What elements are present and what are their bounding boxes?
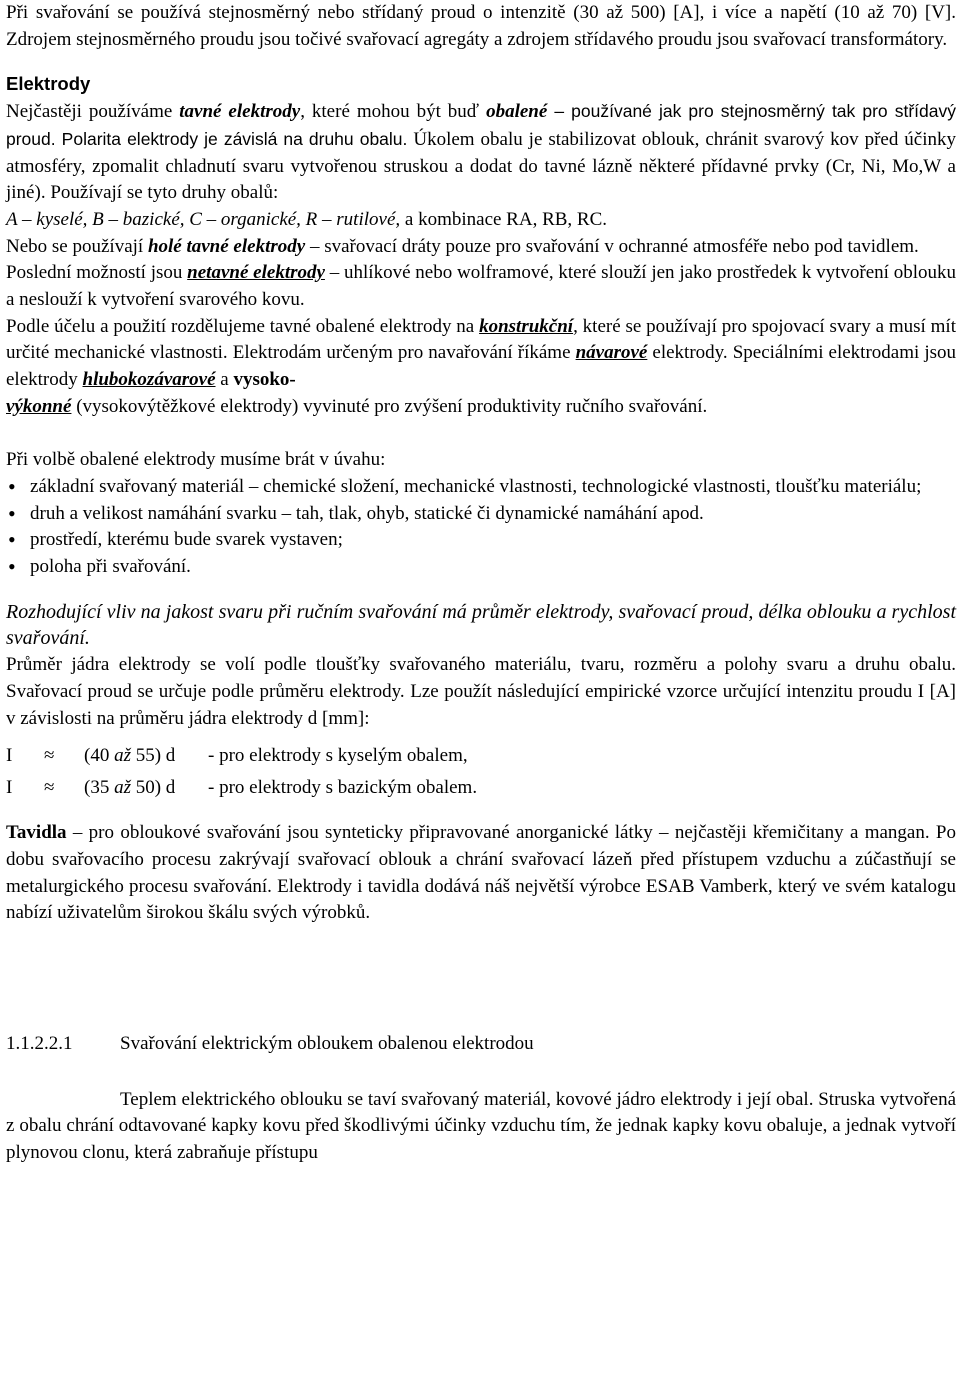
formula-symbol: I xyxy=(6,776,13,798)
electrodes-paragraph-3 xyxy=(6,260,956,313)
current-paragraph: Průměr jádra elektrody se volí podle tloušťky svařovaného materiálu, tvaru, rozměru a polohy svaru a druhu obalu. Svařovací proud se určuje podle průměru elektrody. Lze použít následující empirické vzorce určující intenzitu proudu I [A] v závislosti na průměru jádra elektrody d [mm]: xyxy=(6,654,956,729)
approx-sign: ≈ xyxy=(44,744,55,766)
text-run: Úkolem obalu je stabilizovat oblouk, chránit svarový kov před účinky atmosféry, zpomalit chladnutí svaru vytvořenou struskou a dodat do tavné lázně některé přídavné prvky (Cr, Ni, Mo,W a jiné). Používají se tyto druhy obalů: xyxy=(6,128,957,204)
formula-row xyxy=(6,772,956,804)
term-hlubokozavarove: hlubokozávarové xyxy=(82,369,216,391)
section-paragraph: Teplem elektrického oblouku se taví svařovaný materiál, kovové jádro elektrody i její obal. Struska vytvořená z obalu chrání odtavované kapky kovu před škodlivými účinky vzduchu tím, že jednak kapky kovu obaluje, a jednak vytvoří plynovou clonu, která zabraňuje přístupu xyxy=(6,1088,956,1164)
approx-sign: ≈ xyxy=(44,776,55,798)
formula-row xyxy=(6,740,956,772)
section-number: 1.1.2.2.1 xyxy=(6,1033,73,1055)
section-title: Svařování elektrickým obloukem obalenou elektrodou xyxy=(120,1033,534,1055)
text-run: – uhlíkové nebo wolframové, které slouží jen jako prostředek k vytvoření oblouku a neslouží k vytvoření svarového kovu. xyxy=(6,262,956,311)
decisive-factors-note xyxy=(6,599,956,652)
list-item: • základní svařovaný materiál – chemické složení, mechanické vlastnosti, technologické vlastnosti, tloušťku materiálu; xyxy=(6,474,956,501)
spacer xyxy=(6,732,956,740)
text-run: , které mohou být buď xyxy=(300,101,487,123)
selection-intro: Při volbě obalené elektrody musíme brát v úvahu: xyxy=(6,449,386,471)
electrodes-heading: Elektrody xyxy=(6,73,91,95)
text-run: Podle účelu a použití rozdělujeme tavné obalené elektrody na xyxy=(6,315,480,337)
list-item: • druh a velikost namáhání svarku – tah, tlak, ohyb, statické či dynamické namáhání apod. xyxy=(6,501,956,528)
text-run: elektrody. Speciálními elektrodami jsou elektrody xyxy=(6,342,956,391)
text-run: (40 xyxy=(84,744,115,766)
formula-value xyxy=(84,743,208,770)
spacer xyxy=(6,1058,956,1087)
term-konstrukcni: konstrukční xyxy=(479,315,574,337)
term-obalene: obalené xyxy=(486,101,548,123)
text-run: – svařovací dráty pouze pro svařování v ochranné atmosféře nebo pod tavidlem. xyxy=(305,235,919,257)
formula-description: - pro elektrody s bazickým obalem. xyxy=(208,776,478,798)
term-vysoko: vysoko- xyxy=(233,369,296,391)
decisive-factors-text: Rozhodující vliv na jakost svaru při ručním svařování má průměr elektrody, svařovací proud, délka oblouku a rychlost svařování. xyxy=(6,600,956,650)
formula-description: - pro elektrody s kyselým obalem, xyxy=(208,744,468,766)
text-run: až xyxy=(114,744,131,766)
term-tavne-elektrody: tavné elektrody xyxy=(179,101,301,123)
text-run: , které se používají pro spojovací svary a musí mít určité mechanické vlastnosti. Elektrodám určeným pro navařování říkáme xyxy=(6,315,956,364)
electrodes-paragraph-1 xyxy=(6,98,956,207)
list-item: • prostředí, kterému bude svarek vystaven; xyxy=(6,527,956,554)
electrodes-paragraph-4 xyxy=(6,314,956,421)
text-run: – používané jak pro stejnosměrný tak pro střídavý proud. Polarita elektrody je závislá na druhu obalu. xyxy=(6,101,956,149)
term-vykonne: výkonné xyxy=(6,395,72,417)
spacer xyxy=(6,581,956,599)
list-item: • poloha při svařování. xyxy=(6,554,956,581)
flux-paragraph xyxy=(6,820,956,927)
term-hole-tavne-elektrody: holé tavné elektrody xyxy=(147,235,306,257)
section-heading xyxy=(6,1031,956,1058)
formula-symbol: I xyxy=(6,744,13,766)
spacer xyxy=(6,804,956,820)
text-run: až xyxy=(114,776,131,798)
spacer xyxy=(6,53,956,71)
spacer xyxy=(6,421,956,448)
text-run: Nebo se používají xyxy=(6,235,148,257)
intro-paragraph: Při svařování se používá stejnosměrný nebo střídaný proud o intenzitě (30 až 500) [A], i více a napětí (10 až 70) [V]. Zdrojem stejnosměrného proudu jsou točivé svařovací agregáty a zdrojem střídavého proudu jsou svařovací transformátory. xyxy=(6,2,956,50)
electrodes-paragraph-2 xyxy=(6,234,956,261)
document-page xyxy=(6,0,956,1167)
text-run: (vysokovýtěžkové elektrody) vyvinuté pro zvýšení produktivity ručního svařování. xyxy=(71,395,708,417)
text-run: a xyxy=(215,369,234,391)
text-run: (35 xyxy=(84,776,115,798)
term-navarove: návarové xyxy=(575,342,648,364)
text-run: Nejčastěji používáme xyxy=(6,101,180,123)
formula-value xyxy=(84,775,208,802)
term-tavidla: Tavidla xyxy=(6,822,67,844)
text-run: 55) d xyxy=(130,744,176,766)
coating-types-italic: A – kyselé, B – bazické, C – organické, R – rutilové, xyxy=(6,208,401,230)
term-netavne-elektrody: netavné elektrody xyxy=(187,262,325,284)
coating-types-plain: a kombinace RA, RB, RC. xyxy=(400,208,608,230)
selection-list xyxy=(6,474,956,581)
spacer xyxy=(6,927,956,1031)
text-run: – pro obloukové svařování jsou synteticky připravované anorganické látky – nejčastěji křemičitany a mangan. Po dobu svařovacího procesu zakrývají svařovací oblouk a chrání svařovací lázeň před přístupem vzduchu a zúčastňují se metalurgického procesu svařování. Elektrody i tavidla dodává náš největší výrobce ESAB Vamberk, který ve svém katalogu nabízí uživatelům širokou škálu svých výrobků. xyxy=(6,822,956,924)
text-run: 50) d xyxy=(130,776,176,798)
coating-types xyxy=(6,207,956,234)
text-run: Poslední možností jsou xyxy=(6,262,188,284)
